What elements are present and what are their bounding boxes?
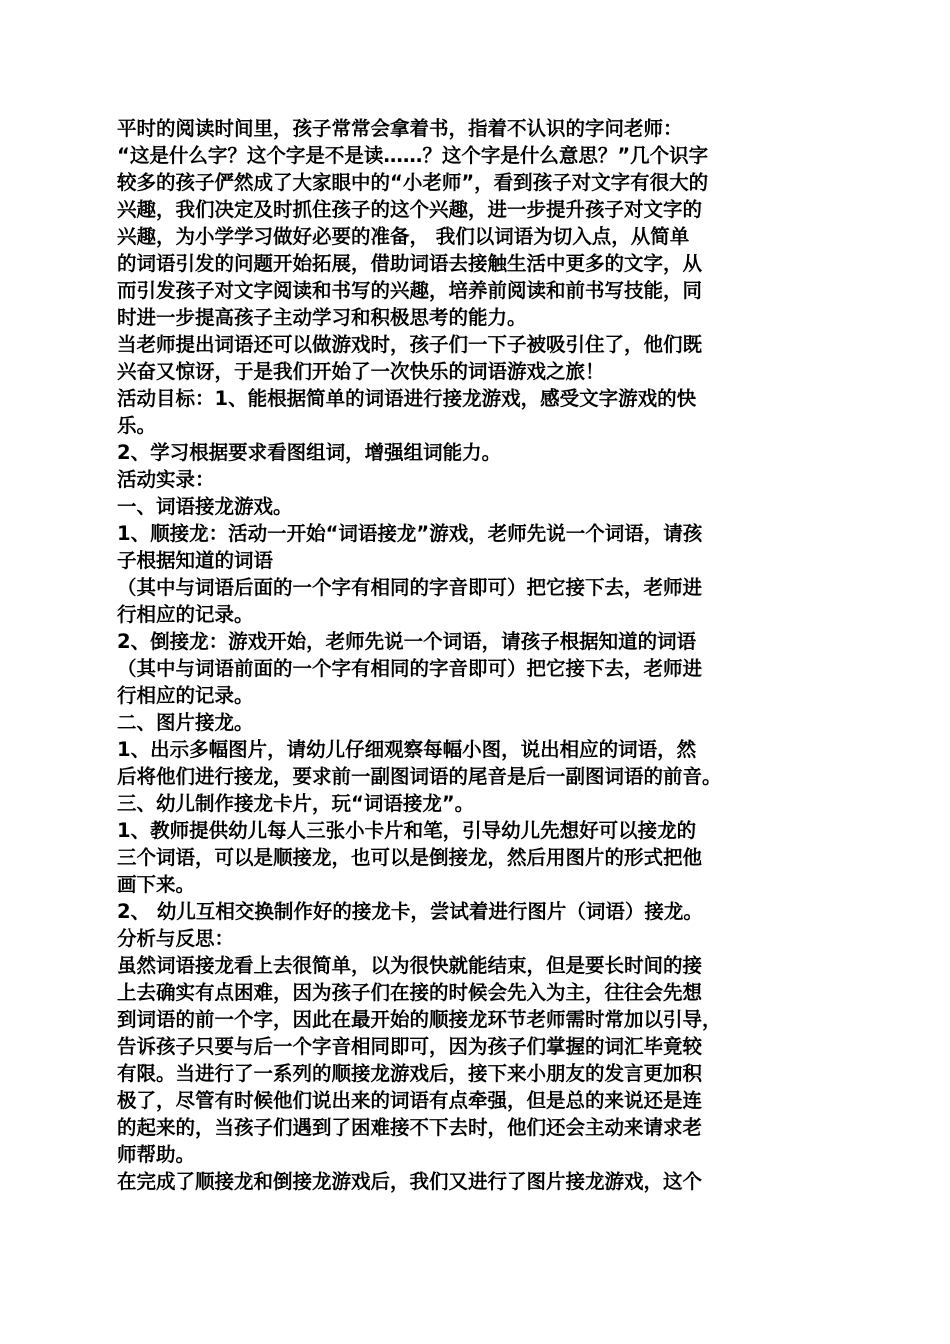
text-line: 兴趣，为小学学习做好必要的准备， 我们以词语为切入点，从简单 [117, 225, 690, 248]
section-heading: 三、幼儿制作接龙卡片，玩“词语接龙”。 [117, 792, 475, 815]
text-line: 1、教师提供幼儿每人三张小卡片和笔，引导幼儿先想好可以接龙的 [117, 819, 697, 842]
text-line: （其中与词语后面的一个字有相同的字音即可）把它接下去，老师进 [117, 576, 703, 599]
text-line: 的词语引发的问题开始拓展，借助词语去接触生活中更多的文字，从 [117, 252, 703, 275]
text-line: 的起来的，当孩子们遇到了困难接不下去时，他们还会主动来请求老 [117, 1116, 703, 1139]
text-line: 告诉孩子只要与后一个字音相同即可，因为孩子们掌握的词汇毕竟较 [117, 1035, 703, 1058]
text-line: 2、学习根据要求看图组词，增强组词能力。 [117, 441, 502, 464]
text-line: 后将他们进行接龙，要求前一副图词语的尾音是后一副图词语的前音。 [117, 765, 722, 788]
text-line: 子根据知道的词语 [117, 549, 274, 572]
text-line: 兴趣，我们决定及时抓住孩子的这个兴趣，进一步提升孩子对文字的 [117, 198, 703, 221]
text-line: 较多的孩子俨然成了大家眼中的“小老师”，看到孩子对文字有很大的 [117, 171, 709, 194]
text-line: 上去确实有点困难，因为孩子们在接的时候会先入为主，往往会先想 [117, 981, 703, 1004]
text-line: 1、出示多幅图片，请幼儿仔细观察每幅小图，说出相应的词语，然 [117, 738, 697, 761]
document-body [117, 115, 847, 1195]
text-line: 兴奋又惊讶，于是我们开始了一次快乐的词语游戏之旅！ [117, 360, 605, 383]
section-heading: 活动目标：1、能根据简单的词语进行接龙游戏，感受文字游戏的快 [117, 387, 697, 410]
text-line: 当老师提出词语还可以做游戏时，孩子们一下子被吸引住了，他们既 [117, 333, 703, 356]
section-heading: 分析与反思： [117, 927, 235, 950]
text-line: （其中与词语前面的一个字有相同的字音即可）把它接下去，老师进 [117, 657, 703, 680]
text-line: 虽然词语接龙看上去很简单，以为很快就能结束，但是要长时间的接 [117, 954, 703, 977]
text-line: 画下来。 [117, 873, 196, 896]
section-heading: 一、词语接龙游戏。 [117, 495, 293, 518]
text-line: 三个词语，可以是顺接龙，也可以是倒接龙，然后用图片的形式把他 [117, 846, 703, 869]
text-line: 2、 幼儿互相交换制作好的接龙卡，尝试着进行图片（词语）接龙。 [117, 900, 703, 923]
section-heading: 活动实录： [117, 468, 215, 491]
text-line: 极了，尽管有时候他们说出来的词语有点牵强，但是总的来说还是连 [117, 1089, 703, 1112]
text-line: 而引发孩子对文字阅读和书写的兴趣，培养前阅读和前书写技能，同 [117, 279, 703, 302]
section-heading: 二、图片接龙。 [117, 711, 254, 734]
text-line: 师帮助。 [117, 1143, 196, 1166]
text-line: 行相应的记录。 [117, 603, 254, 626]
text-line: 乐。 [117, 414, 157, 437]
text-line: 1、顺接龙：活动一开始“词语接龙”游戏，老师先说一个词语，请孩 [117, 522, 703, 545]
text-line: 有限。当进行了一系列的顺接龙游戏后，接下来小朋友的发言更加积 [117, 1062, 703, 1085]
text-line: 时进一步提高孩子主动学习和积极思考的能力。 [117, 306, 527, 329]
text-line: “这是什么字？这个字是不是读……？这个字是什么意思？”几个识字 [117, 144, 709, 167]
text-line: 到词语的前一个字，因此在最开始的顺接龙环节老师需时常加以引导， [117, 1008, 722, 1031]
text-line: 2、倒接龙：游戏开始，老师先说一个词语，请孩子根据知道的词语 [117, 630, 697, 653]
text-line: 行相应的记录。 [117, 684, 254, 707]
text-line: 平时的阅读时间里，孩子常常会拿着书，指着不认识的字问老师： [117, 117, 683, 140]
text-line: 在完成了顺接龙和倒接龙游戏后，我们又进行了图片接龙游戏，这个 [117, 1170, 703, 1193]
